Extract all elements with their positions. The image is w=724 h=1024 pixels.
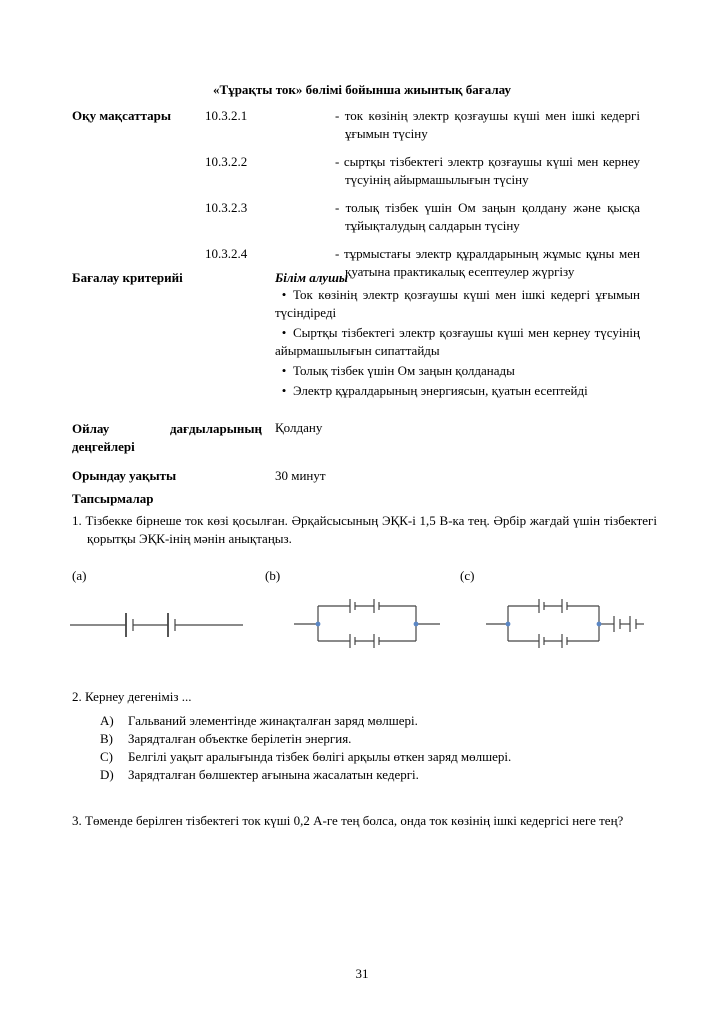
- tasks-label: Тапсырмалар: [72, 491, 154, 506]
- objective-code: 10.3.2.1: [205, 108, 248, 123]
- circuit-diagram-c: [484, 596, 649, 656]
- option-text: Белгілі уақыт аралығында тізбек бөлігі арқылы өткен заряд мөлшері.: [128, 749, 512, 764]
- page-title: «Тұрақты ток» бөлімі бойынша жиынтық бағалау: [213, 82, 511, 97]
- bullet-icon: •: [281, 287, 287, 302]
- task-2: 2. Кернеу дегеніміз ...: [72, 689, 192, 704]
- circuit-diagram-b: [290, 596, 450, 656]
- option-key: A): [100, 713, 114, 728]
- criteria-item: [275, 382, 640, 400]
- objectives-list: [205, 107, 640, 281]
- circuit-diagram-a: [68, 600, 248, 650]
- bullet-icon: •: [281, 325, 287, 340]
- criteria-heading: Білім алушы: [275, 270, 348, 285]
- objective-code: 10.3.2.3: [205, 200, 248, 215]
- option-c: [100, 748, 511, 766]
- option-key: D): [100, 767, 114, 782]
- circuit-label-c: (c): [460, 568, 475, 583]
- objective-code: 10.3.2.2: [205, 154, 248, 169]
- criteria-text: Толық тізбек үшін Ом заңын қолданады: [293, 363, 515, 378]
- task-3: 3. Төменде берілген тізбектегі ток күші 0,2 А-ге тең болса, онда ток көзінің ішкі кедергісі неге тең?: [72, 813, 624, 828]
- option-text: Зарядталған бөлшектер ағынына жасалатын кедергі.: [128, 767, 419, 782]
- objective-code: 10.3.2.4: [205, 246, 248, 261]
- options-list: [100, 712, 511, 784]
- option-b: [100, 730, 511, 748]
- option-key: B): [100, 731, 113, 746]
- thinking-label: Ойлау дағдыларының деңгейлері: [72, 421, 262, 454]
- circuit-label-a: (a): [72, 568, 87, 583]
- objectives-label: Оқу мақсаттары: [72, 108, 172, 123]
- option-text: Гальваний элементінде жинақталған заряд мөлшері.: [128, 713, 418, 728]
- criteria-text: Ток көзінің электр қозғаушы күші мен ішкі кедергі ұғымын түсіндіреді: [275, 287, 640, 320]
- criteria-item: [275, 286, 640, 322]
- task-1: 1. Тізбекке бірнеше ток көзі қосылған. Әрқайсысының ЭҚК-і 1,5 В-ка тең. Әрбір жағдай үшін тізбектегі қорытқы ЭҚК-інің мәнін анықтаңыз.: [72, 513, 657, 546]
- objective-text: - сыртқы тізбектегі электр қозғаушы күші мен кернеу түсуінің айырмашылығын түсіну: [335, 154, 640, 187]
- option-a: [100, 712, 511, 730]
- criteria-text: Электр құралдарының энергиясын, қуатын есептейді: [293, 383, 588, 398]
- objective-text: - тұрмыстағы электр құралдарының жұмыс құны мен қуатына практикалық есептеулер жүргізу: [335, 246, 640, 279]
- criteria-text: Сыртқы тізбектегі электр қозғаушы күші мен кернеу түсуінің айырмашылығын сипаттайды: [275, 325, 640, 358]
- criteria-block: [275, 270, 640, 400]
- time-label: Орындау уақыты: [72, 468, 177, 483]
- objective-text: - ток көзінің электр қозғаушы күші мен ішкі кедергі ұғымын түсіну: [335, 108, 640, 141]
- option-key: C): [100, 749, 113, 764]
- circuit-label-b: (b): [265, 568, 281, 583]
- criteria-label: Бағалау критерийі: [72, 270, 183, 285]
- objective-item: [205, 107, 640, 143]
- criteria-item: [275, 362, 640, 380]
- bullet-icon: •: [281, 363, 287, 378]
- bullet-icon: •: [281, 383, 287, 398]
- option-d: [100, 766, 511, 784]
- page-number: 31: [355, 966, 369, 981]
- option-text: Зарядталған объектке берілетін энергия.: [128, 731, 352, 746]
- criteria-item: [275, 324, 640, 360]
- time-value: 30 минут: [275, 468, 326, 483]
- thinking-value: Қолдану: [275, 420, 323, 435]
- objective-item: [205, 199, 640, 235]
- objective-item: [205, 153, 640, 189]
- objective-text: - толық тізбек үшін Ом заңын қолдану және қысқа тұйықталудың салдарын түсіну: [335, 200, 640, 233]
